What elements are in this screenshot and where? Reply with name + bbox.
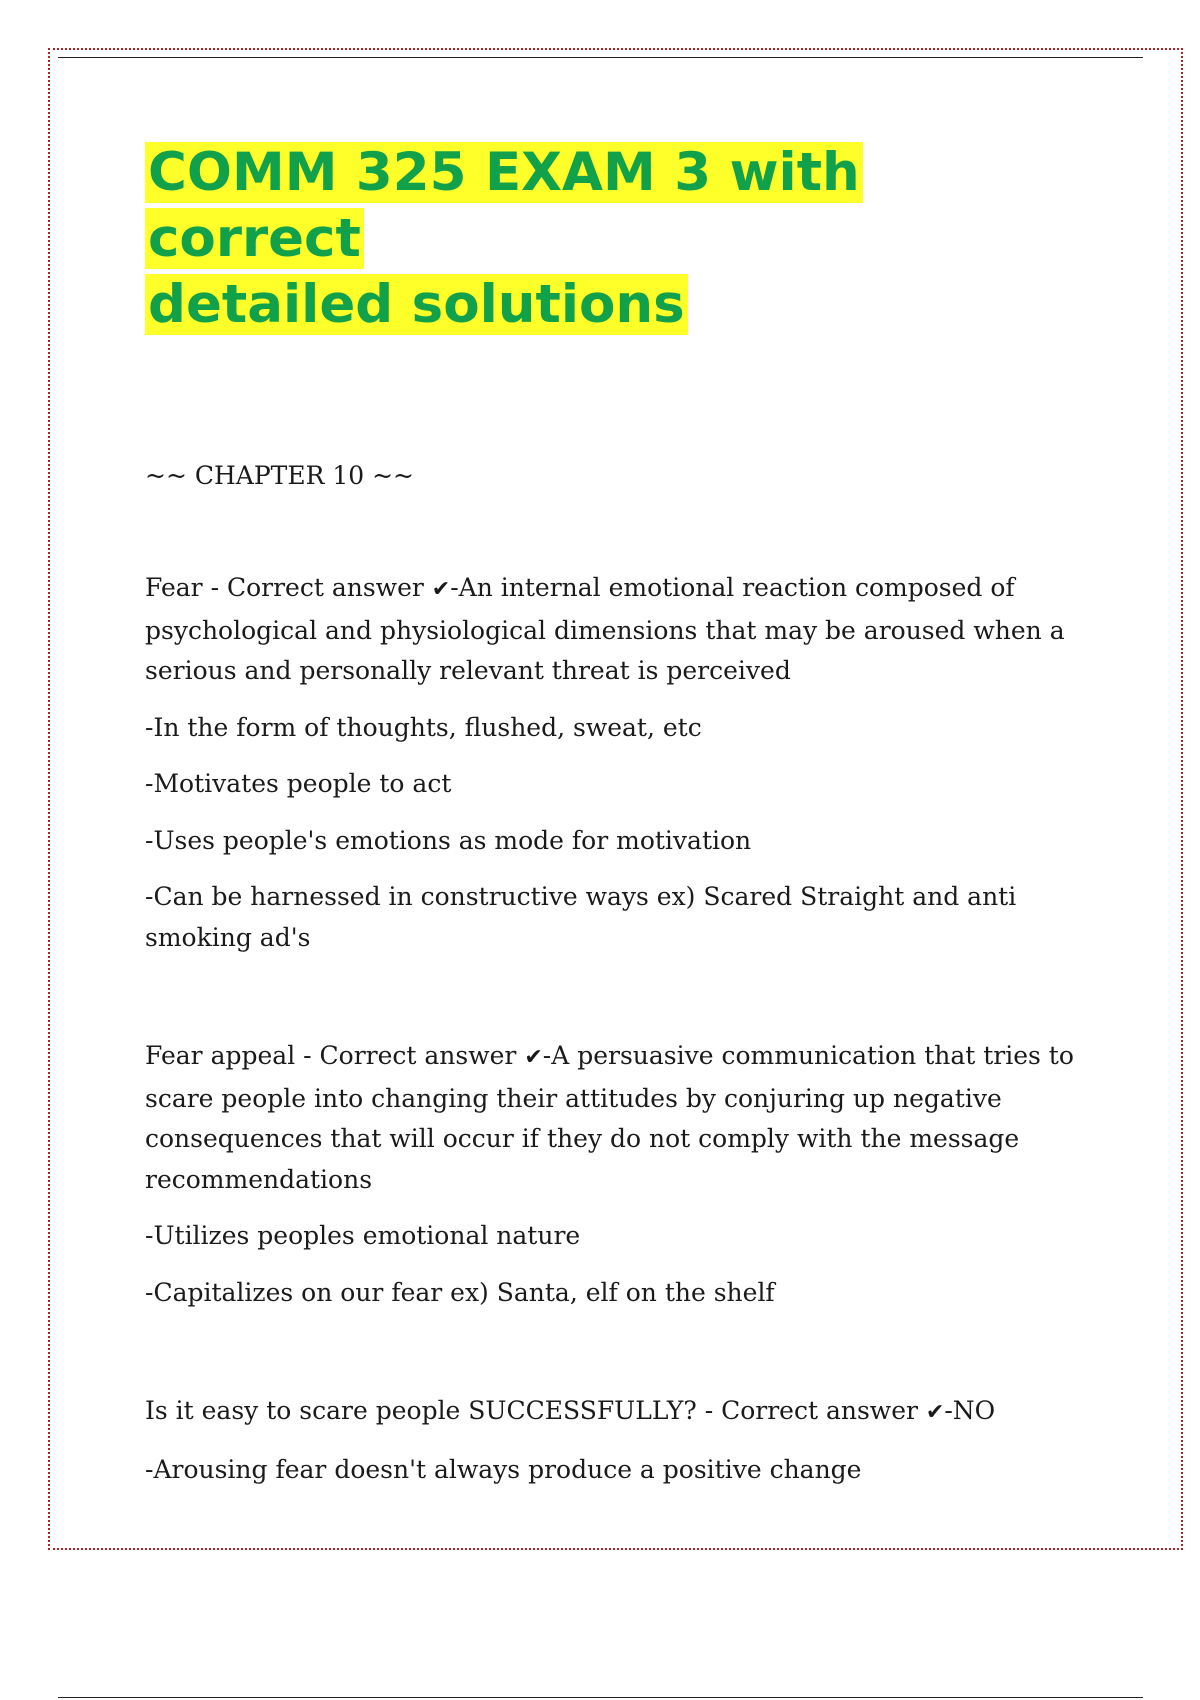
check-icon: ✔ xyxy=(925,1400,945,1425)
note-line: -Motivates people to act xyxy=(145,769,452,798)
qa-answer: -An internal emotional reaction composed of psychological and physiological dimensions that may be aroused when a serious and personally relevant threat is perceived xyxy=(145,573,1065,685)
qa-question-answer xyxy=(145,1036,1090,1200)
title-line-1: COMM 325 EXAM 3 with correct xyxy=(145,142,863,269)
qa-section-fear xyxy=(145,568,1090,958)
note-line: -In the form of thoughts, flushed, sweat, etc xyxy=(145,712,702,742)
qa-answer: -A persuasive communication that tries to scare people into changing their attitudes by conjuring up negative consequences that will occur if they do not comply with the message recommendations xyxy=(145,1041,1074,1194)
qa-answer: -NO xyxy=(944,1396,996,1425)
chapter-heading: ~~ CHAPTER 10 ~~ xyxy=(145,461,414,490)
note-line: -Capitalizes on our fear ex) Santa, elf on the shelf xyxy=(145,1277,775,1307)
check-icon: ✔ xyxy=(524,1045,543,1070)
document-body xyxy=(145,140,1090,1490)
qa-section-fear-appeal xyxy=(145,1036,1090,1313)
note-line: -Utilizes peoples emotional nature xyxy=(145,1221,581,1250)
document-title xyxy=(145,140,1090,338)
footer-rule xyxy=(58,1697,1143,1698)
qa-term: Is it easy to scare people SUCCESSFULLY? - Correct answer xyxy=(145,1396,926,1425)
qa-question-answer xyxy=(145,568,1090,692)
qa-question-answer xyxy=(145,1391,1090,1434)
note-line: -Can be harnessed in constructive ways ex) Scared Straight and anti smoking ad's xyxy=(145,882,1017,952)
note-line: -Uses people's emotions as mode for motivation xyxy=(145,825,752,855)
qa-term: Fear - Correct answer xyxy=(145,573,432,602)
qa-section-scare-successfully xyxy=(145,1391,1090,1490)
note-line: -Arousing fear doesn't always produce a positive change xyxy=(145,1454,862,1484)
header-rule xyxy=(58,57,1143,58)
check-icon: ✔ xyxy=(431,577,451,602)
title-line-2: detailed solutions xyxy=(145,274,688,335)
qa-term: Fear appeal - Correct answer xyxy=(145,1041,525,1070)
